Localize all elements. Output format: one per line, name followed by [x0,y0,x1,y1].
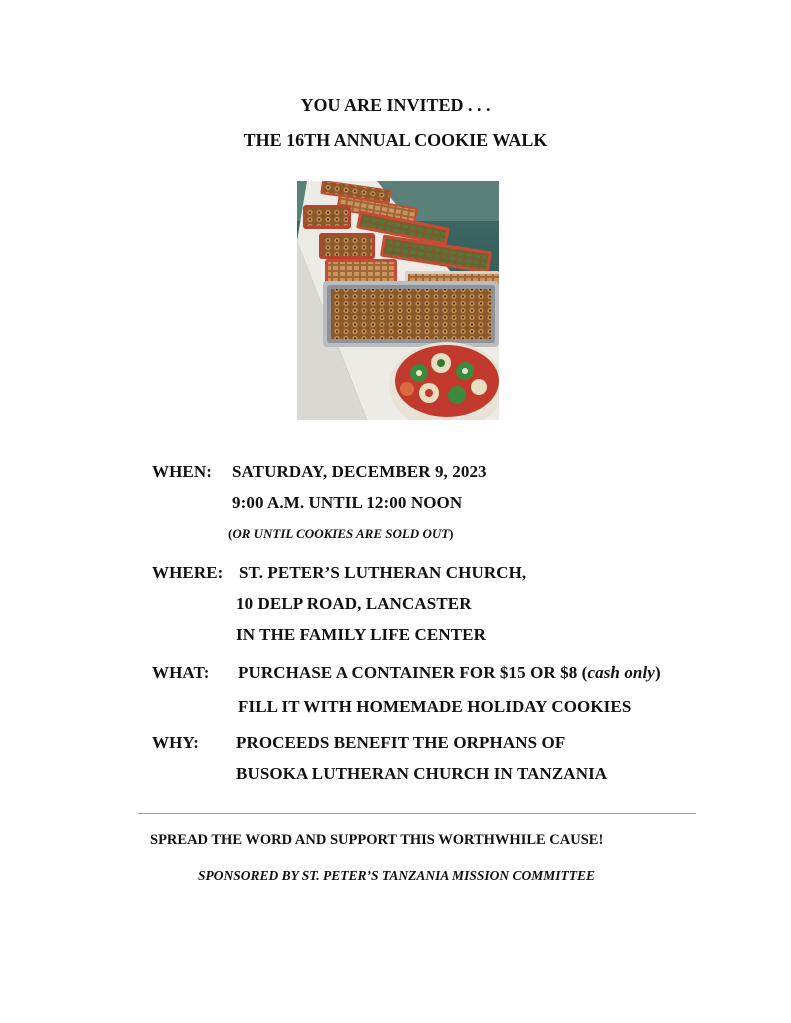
venue-name: ST. PETER’S LUTHERAN CHURCH, [239,563,527,582]
what-label: WHAT: [152,663,210,682]
venue-address: 10 DELP ROAD, LANCASTER [236,594,472,613]
divider [138,813,696,814]
event-title: THE 16TH ANNUAL COOKIE WALK [243,130,548,150]
when-label: WHEN: [152,462,212,481]
venue-room: IN THE FAMILY LIFE CENTER [236,625,486,644]
call-to-action: SPREAD THE WORD AND SUPPORT THIS WORTHWHILE CAUSE! [150,832,604,848]
cause-line1: PROCEEDS BENEFIT THE ORPHANS OF [236,733,566,752]
invitation-heading: YOU ARE INVITED . . . [300,95,491,115]
event-date: SATURDAY, DECEMBER 9, 2023 [232,462,487,481]
cookie-photo [297,181,499,420]
purchase-details: PURCHASE A CONTAINER FOR $15 OR $8 (cash only) [238,663,661,682]
fill-instructions: FILL IT WITH HOMEMADE HOLIDAY COOKIES [238,697,632,716]
sold-out-note: (OR UNTIL COOKIES ARE SOLD OUT) [228,526,454,541]
event-time: 9:00 A.M. UNTIL 12:00 NOON [232,493,463,512]
sponsor-line: SPONSORED BY ST. PETER’S TANZANIA MISSION COMMITTEE [198,868,595,883]
why-label: WHY: [152,733,200,752]
cause-line2: BUSOKA LUTHERAN CHURCH IN TANZANIA [236,764,608,783]
where-label: WHERE: [152,563,224,582]
